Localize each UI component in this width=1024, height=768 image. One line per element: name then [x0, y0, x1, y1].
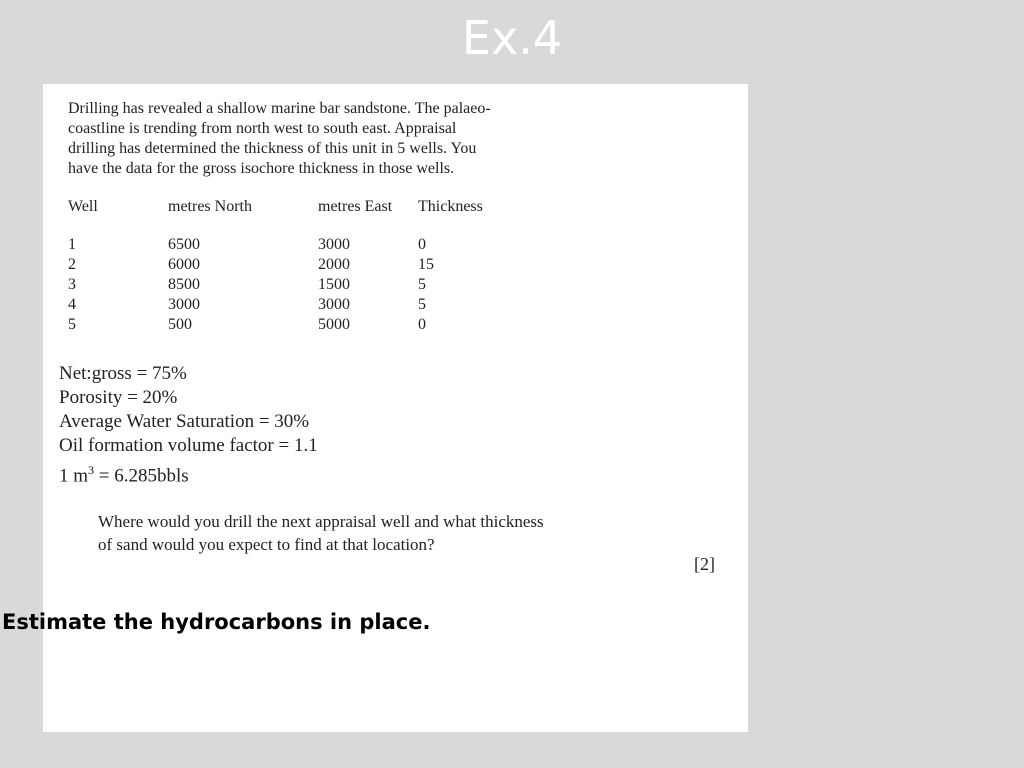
table-cell: 5	[68, 316, 76, 333]
header-north: metres North	[168, 198, 252, 215]
fvf-text: Oil formation volume factor = 1.1	[59, 435, 318, 456]
question-line: of sand would you expect to find at that location?	[98, 535, 435, 554]
table-cell: 500	[168, 316, 192, 333]
table-cell: 5	[418, 276, 426, 293]
table-cell: 0	[418, 316, 426, 333]
intro-line: have the data for the gross isochore thickness in those wells.	[68, 160, 455, 177]
intro-line: drilling has determined the thickness of this unit in 5 wells. You	[68, 140, 477, 157]
table-cell: 3	[68, 276, 76, 293]
water-saturation-text: Average Water Saturation = 30%	[59, 411, 310, 432]
scanned-document	[43, 84, 748, 732]
question-paragraph	[98, 510, 718, 556]
intro-line: Drilling has revealed a shallow marine bar sandstone. The palaeo-	[68, 100, 491, 117]
intro-line: coastline is trending from north west to south east. Appraisal	[68, 120, 457, 137]
slide-title: Ex.4	[461, 11, 563, 65]
header-well: Well	[68, 198, 98, 215]
table-cell: 1	[68, 236, 76, 253]
table-cell: 4	[68, 296, 76, 313]
conversion-text	[59, 458, 318, 488]
task-text: Estimate the hydrocarbons in place.	[2, 610, 431, 634]
table-cell: 15	[418, 256, 434, 273]
porosity-text: Porosity = 20%	[59, 387, 178, 408]
reservoir-parameters	[59, 362, 318, 488]
table-cell: 0	[418, 236, 426, 253]
table-cell: 5	[418, 296, 426, 313]
table-cell: 5000	[318, 316, 350, 333]
table-cell: 8500	[168, 276, 200, 293]
table-cell: 3000	[318, 236, 350, 253]
net-gross-text: Net:gross = 75%	[59, 363, 187, 384]
header-east: metres East	[318, 198, 393, 215]
table-cell: 1500	[318, 276, 350, 293]
table-cell: 3000	[168, 296, 200, 313]
table-cell: 3000	[318, 296, 350, 313]
intro-paragraph	[68, 99, 668, 179]
conversion-suffix: = 6.285bbls	[94, 465, 189, 487]
table-cell: 6000	[168, 256, 200, 273]
table-cell: 6500	[168, 236, 200, 253]
question-line: Where would you drill the next appraisal well and what thickness	[98, 512, 544, 531]
table-cell: 2000	[318, 256, 350, 273]
header-thickness: Thickness	[418, 198, 483, 215]
table-cell: 2	[68, 256, 76, 273]
marks-label: [2]	[694, 554, 715, 574]
conversion-prefix: 1 m	[59, 465, 89, 487]
conversion-exponent: 3	[88, 463, 95, 477]
